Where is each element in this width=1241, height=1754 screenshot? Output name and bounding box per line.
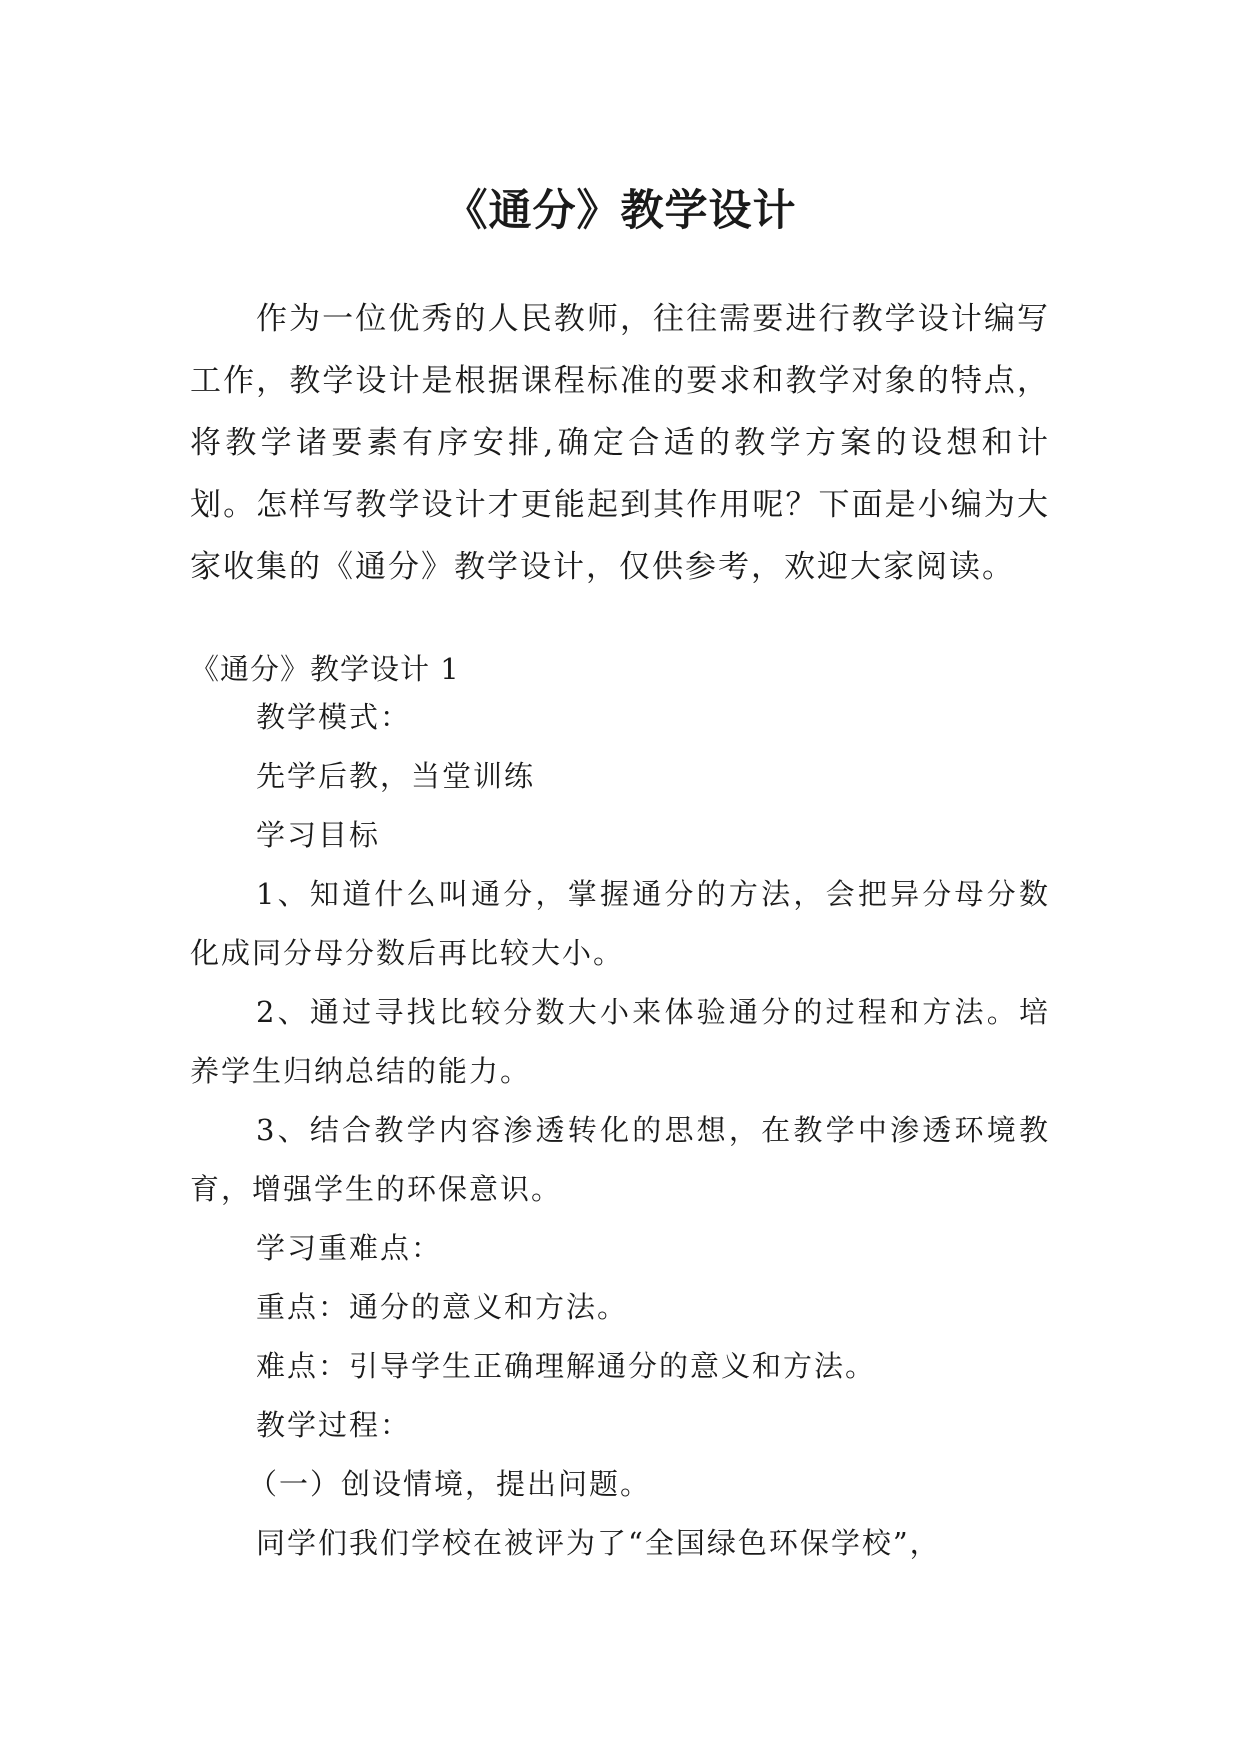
document-title: 《通分》教学设计 — [444, 185, 797, 236]
body-paragraph: 重点：通分的意义和方法。 — [256, 1290, 629, 1324]
section-body — [190, 688, 1050, 1573]
body-paragraph: 同学们我们学校在被评为了“全国绿色环保学校”， — [256, 1526, 941, 1560]
body-paragraph: 先学后教，当堂训练 — [256, 759, 536, 793]
section-heading: 《通分》教学设计 1 — [190, 652, 460, 686]
intro-paragraph: 作为一位优秀的人民教师，往往需要进行教学设计编写工作，教学设计是根据课程标准的要求和教学对象的特点，将教学诸要素有序安排,确定合适的教学方案的设想和计划。怎样写教学设计才更能起到其作用呢？下面是小编为大家收集的《通分》教学设计，仅供参考，欢迎大家阅读。 — [190, 301, 1050, 585]
body-paragraph: （一）创设情境，提出问题。 — [248, 1467, 652, 1501]
body-paragraph: 2、通过寻找比较分数大小来体验通分的过程和方法。培养学生归纳总结的能力。 — [190, 995, 1050, 1088]
body-paragraph: 教学过程： — [256, 1408, 412, 1442]
body-paragraph: 教学模式： — [256, 700, 412, 734]
body-paragraph: 1、知道什么叫通分，掌握通分的方法，会把异分母分数化成同分母分数后再比较大小。 — [190, 877, 1050, 970]
body-paragraph: 学习重难点： — [256, 1231, 443, 1265]
body-paragraph: 3、结合教学内容渗透转化的思想，在教学中渗透环境教育，增强学生的环保意识。 — [190, 1113, 1050, 1206]
body-paragraph: 难点：引导学生正确理解通分的意义和方法。 — [256, 1349, 877, 1383]
body-paragraph: 学习目标 — [256, 818, 381, 852]
